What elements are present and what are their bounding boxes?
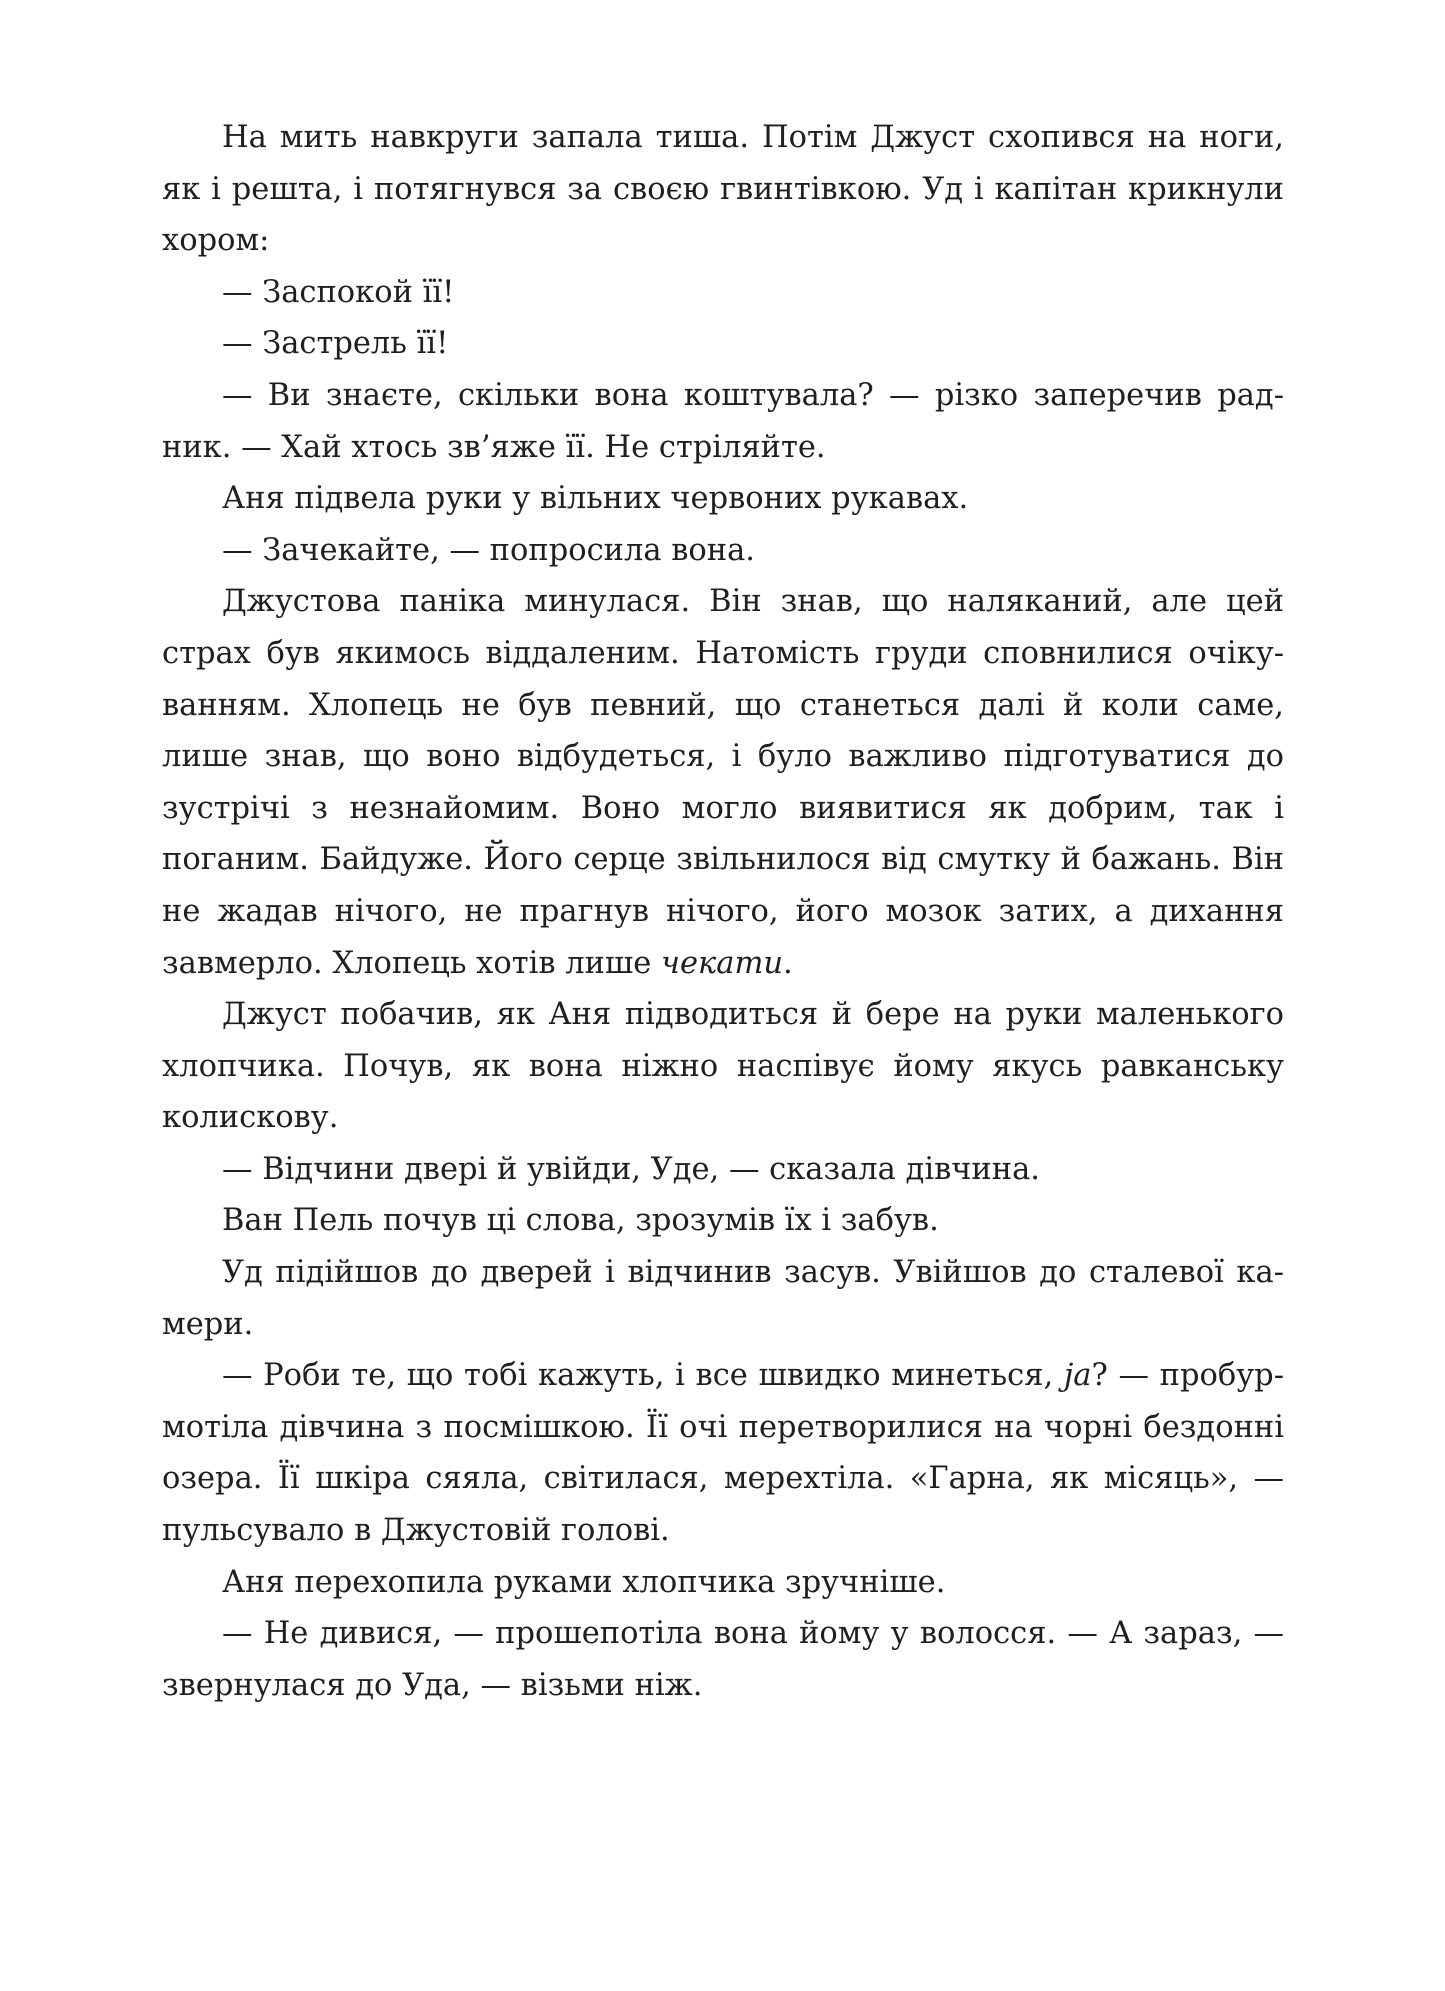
paragraph-text: Аня перехопила руками хлопчика зручніше. (222, 1564, 946, 1600)
paragraph-1 (162, 112, 1284, 267)
paragraph-7 (162, 576, 1284, 989)
book-page (162, 112, 1284, 1711)
paragraph-14 (162, 1608, 1284, 1711)
italic-word: чекати (661, 945, 784, 981)
paragraph-13 (162, 1557, 1284, 1609)
paragraph-2 (162, 267, 1284, 319)
paragraph-5 (162, 473, 1284, 525)
paragraph-text: Аня підвела руки у вільних червоних рукавах. (222, 481, 969, 517)
dialogue-line: — Роби те, що тобі кажуть, і все швидко минеться, (222, 1358, 1064, 1394)
paragraph-text: Джустова паніка минулася. Він знав, що наляканий, але цей страх був якимось віддаленим. Натомість груди сповнилися очікуванням. Хлопець не був певний, що станеться далі й коли саме, лише знав, що воно відбудеться, і було важливо підготуватися до зустрічі з незнайомим. Воно могло виявитися як добрим, так і поганим. Байдуже. Його серце звільнилося від смутку й бажань. Він не жадав нічого, не прагнув нічого, його мозок затих, а дихання завмерло. Хлопець хотів лише (162, 584, 1284, 981)
dialogue-line: — Застрель її! (222, 326, 449, 362)
paragraph-3 (162, 318, 1284, 370)
dialogue-line: — Ви знаєте, скільки вона коштувала? — різко заперечив радник. — Хай хтось зв’яже її. Не стріляйте. (162, 377, 1284, 465)
dialogue-line: — Не дивися, — прошепотіла вона йому у волосся. — А зараз, — звернулася до Уда, — візьми ніж. (162, 1616, 1284, 1703)
paragraph-text: . (783, 945, 793, 981)
paragraph-4 (162, 370, 1284, 473)
paragraph-12 (162, 1350, 1284, 1556)
paragraph-9 (162, 1144, 1284, 1196)
paragraph-10 (162, 1195, 1284, 1247)
dialogue-line: — Заспокой її! (222, 274, 455, 310)
paragraph-text: Уд підійшов до дверей і відчинив засув. Увійшов до сталевої камери. (162, 1255, 1284, 1342)
paragraph-8 (162, 989, 1284, 1144)
dialogue-line: — Відчини двері й увійди, Уде, — сказала дівчина. (222, 1151, 1040, 1187)
paragraph-11 (162, 1247, 1284, 1350)
dialogue-line: — Зачекайте, — попросила вона. (222, 532, 755, 568)
dialogue-line: ? — пробурмотіла дівчина з посмішкою. Її очі перетворилися на чорні бездонні озера. Її шкіра сяяла, світилася, мерехтіла. «Гарна, як місяць», — пульсувало в Джустовій голові. (162, 1358, 1284, 1549)
italic-word: ja (1063, 1358, 1092, 1394)
paragraph-text: Ван Пель почув ці слова, зрозумів їх і забув. (222, 1203, 939, 1239)
paragraph-text: На мить навкруги запала тиша. Потім Джуст схопився на ноги, як і решта, і потягнувся за своєю гвинтівкою. Уд і капітан крикнули хором: (162, 120, 1284, 259)
paragraph-text: Джуст побачив, як Аня підводиться й бере на руки маленького хлопчика. Почув, як вона ніжно наспівує йому якусь равканську колискову. (162, 997, 1284, 1136)
paragraph-6 (162, 525, 1284, 577)
